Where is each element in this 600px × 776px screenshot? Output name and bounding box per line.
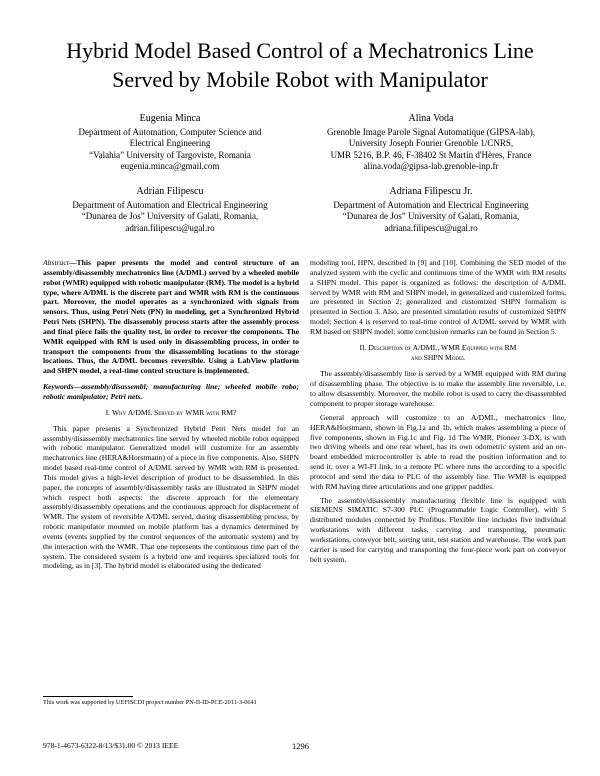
author-block-1 [45, 113, 295, 173]
section-2-paragraph-2: General approach will customize to an A/DML, mechatronics line, HERA&Horstmann, shown in Fig.1a and 1b, which makes assembling a piece of five components, shown in Fig.1c and Fig. 1d The WMR, Pioneer 3-DX, is with two driving wheels and one rear wheel, has its own odometric system and an on-board embedded microcontroller is able to read the position information and to send it, over a WI-FI link, to a remote PC where runs the according to a specific protocol and send the data to PLC of the assembly line. The WMR is equipped with RM having three articulations and one gripper paddles. [310, 412, 566, 491]
intro-continuation: modeling tool, HPN, described in [9] and [10]. Combining the SED model of the analyzed system with the cyclic and continuous time of the WMR with RM results a SHPN model. This paper is organized as follows: the description of A/DML served by WMR with RM and SHPN model, in generalized and customized forms, are presented in Section 2; generalized and customized SHPN formalism is presented in Section 3. Also, are presented simulation results of customized SHPN model; Section 4 is reserved to real-time control of A/DML served by WMR with RM based on SHPN model; some conclusion remarks can be found in Section 5. [310, 258, 566, 336]
footnote-rule [43, 696, 133, 697]
author-block-4 [306, 186, 556, 234]
author-affiliation: Department of Automation and Electrical Engineering [72, 199, 268, 210]
abstract [43, 258, 299, 376]
author-email: eugenia.minca@gmail.com [120, 161, 220, 172]
abstract-label: Abstract [43, 258, 69, 267]
author-block-2 [306, 113, 556, 173]
author-affiliation: “Dunarea de Jos” University of Galati, Romania, [81, 211, 259, 222]
keywords-label: Keywords [43, 382, 74, 392]
author-affiliation: Grenoble Image Parole Signal Automatique (GIPSA-lab), [327, 126, 535, 137]
author-block-3 [45, 186, 295, 234]
section-heading-2-line-1: II. Description of A/DML, WMR Equipped with RM [359, 342, 517, 352]
author-email: adriana.filipescu@ugal.ro [384, 222, 478, 233]
author-affiliation: Department of Automation, Computer Science and [78, 126, 262, 137]
section-2-paragraph-3: The assembly/disassembly manufacturing flexible line is equipped with SIEMENS SIMATIC S7-300 PLC (Programmable Logic Controller), with 5 distributed modules connected by Profibus. Flexible line includes five individual workstations with different tasks, carrying and transporting, pneumatic workstations, conveyor belt, sorting unit, test station and warehouse. The work part carrier is used for carrying and transporting the four-piece work part on conveyor belt system. [310, 495, 566, 564]
isbn-copyright: 978-1-4673-6322-8/13/$31.00 © 2013 IEEE [43, 741, 179, 750]
section-1-paragraph: This paper presents a Synchronized Hybrid Petri Nets model for an assembly/disassembly mechatronics line served by wheeled mobile robot equipped with robotic manipulator. Generalized model will customize for an assembly mechatronics line (HERA&Horstmann) of a piece in five components. Also, SHPN model based real-time control of A/DML served by WMR with RM is presented. This model gives a high-level description of product to be disassembled. In this paper, the concepts of assembly/disassembly tasks are illustrated in SHPN model which respect both aspects: the discrete approach for the elementary assembly/disassembly operations and the continuous approach for displacement of WMR. The system of reversible A/DML served, during disassembling process, by robotic manipulator mounted on mobile platform has a dynamics determined by events (events supplied by the control sequences of the automatic system) and by the interaction with the WMR. That one represents the continuous time part of the system. The considered system is a hybrid one and requires specialized tools for modeling, as in [3]. The hybrid model is elaborated using the dedicated [43, 423, 299, 571]
keywords-text: —assembly/disassembl; manufacturing line; wheeled mobile robo; robotic manipulator; Petri nets. [43, 382, 299, 401]
right-column [310, 258, 566, 568]
author-affiliation: Electrical Engineering [129, 138, 211, 149]
author-affiliation: “Valahia” University of Targoviste, Romania [89, 149, 251, 160]
author-affiliation: UMR 5216, B.P. 46, F-38402 St Martin d'Hères, France [330, 149, 532, 160]
paper-title: Hybrid Model Based Control of a Mechatronics Line Served by Mobile Robot with Manipulator [66, 38, 534, 92]
author-affiliation: “Dunarea de Jos” University of Galati, Romania, [342, 211, 520, 222]
author-name: Eugenia Minca [139, 113, 201, 124]
footnote: This work was supported by UEFISCDI project number PN-II-ID-PCE-2011-3-0641 [43, 699, 257, 706]
section-heading-2-line-2: and SHPN Model [410, 352, 466, 362]
author-affiliation: Department of Automation and Electrical Engineering [333, 199, 529, 210]
author-name: Alina Voda [408, 113, 454, 124]
author-affiliation: University Joseph Fourier Grenoble 1/CNRS, [348, 138, 514, 149]
author-name: Adrian Filipescu [136, 186, 204, 197]
author-email: adrian.filipescu@ugal.ro [125, 222, 215, 233]
section-2-paragraph-1: The assembly/disassembly line is served by a WMR equipped with RM during of disassembling phase. The objective is to make the assembly line reversible, i.e. to allow disassembly. Moreover, the mobile robot is used to carry the disassembled component to proper storage warehouse. [310, 369, 566, 408]
author-name: Adriana Filipescu Jr. [389, 186, 473, 197]
section-heading-2 [310, 343, 566, 363]
section-heading-1: I. Why A/DML Served by WMR with RM? [105, 407, 237, 417]
author-email: alina.voda@gipsa-lab.grenoble-inp.fr [363, 161, 499, 172]
keywords [43, 382, 299, 402]
page-number: 1296 [292, 741, 309, 751]
abstract-text: —This paper presents the model and control structure of an assembly/disassembly mechatronics line (A/DML) served by a wheeled mobile robot (WMR) equipped with robotic manipulator (RM). The model is a hybrid type, where A/DML is the discrete part and WMR with RM is the continuous part. Moreover, the model operates as a synchronized with signals from sensors. Thus, using Petri Nets (PN) in modeling, get a Synchronized Hybrid Petri Nets (SHPN). The disassembly process starts after the assembly process and final piece fails the quality test, in order to recover the components. The WMR equipped with RM is used only in disassembling process, in order to transport the components from the disassembling locations to the storage locations. Thus, the A/DML becomes reversible. Using a LabView platform and SHPN model, a real-time control structure is implemented. [43, 258, 299, 376]
left-column [43, 258, 299, 575]
